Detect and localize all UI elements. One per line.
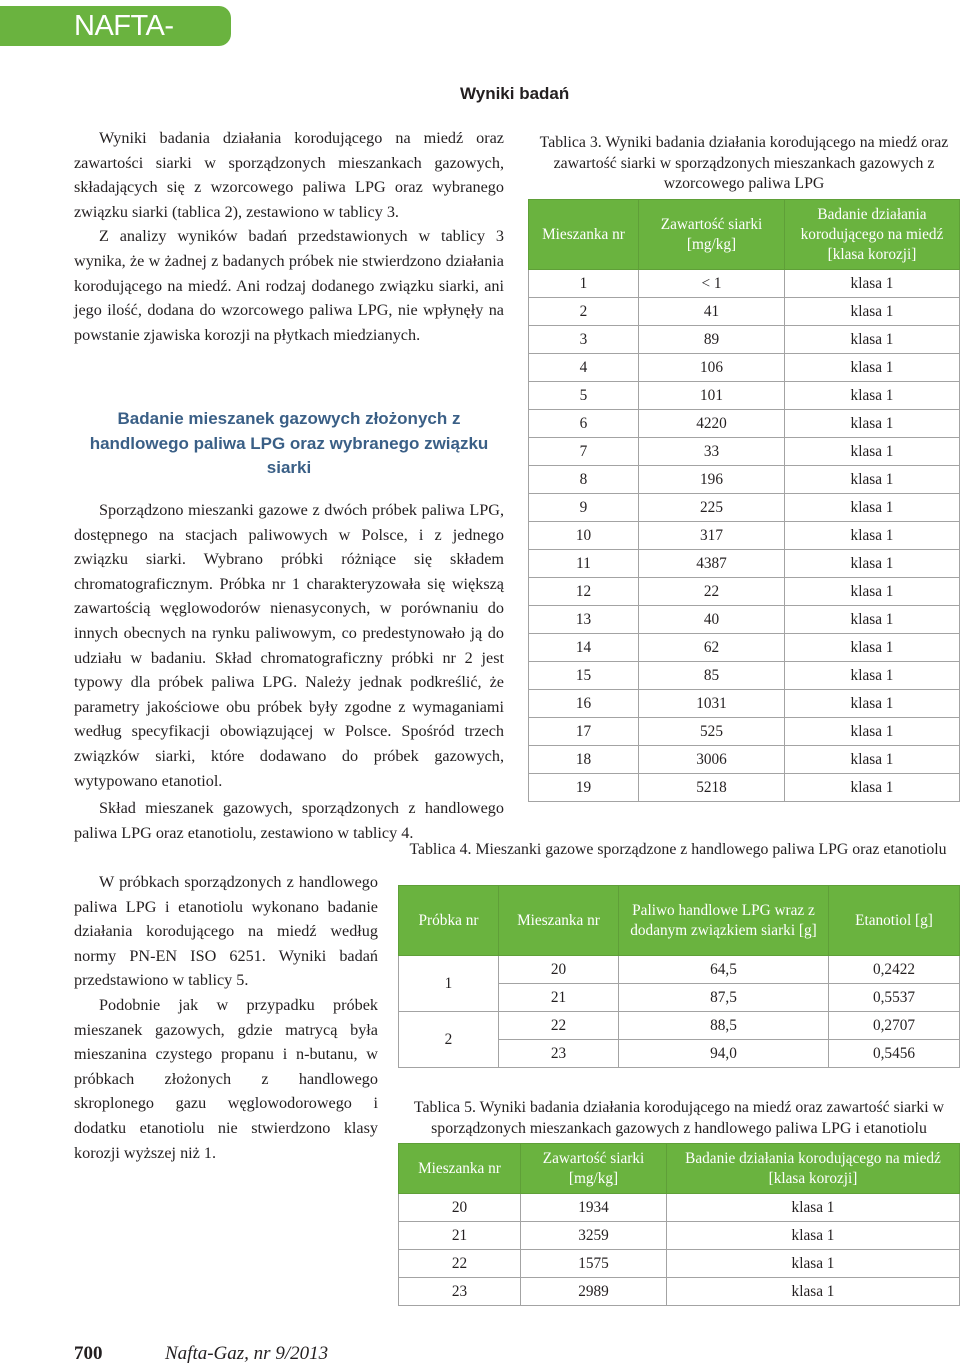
table-cell: 1934 [521, 1194, 667, 1222]
table-cell: 13 [529, 606, 639, 634]
table-3-header-cell: Badanie działania korodującego na miedź [klasa korozji] [785, 200, 960, 270]
table-row [529, 774, 960, 802]
table-3-caption: Tablica 3. Wyniki badania działania korodującego na miedź oraz zawartość siarki w sporządzonych mieszankach gazowych z wzorcowego paliwa LPG [539, 134, 949, 192]
table-3-header-cell: Zawartość siarki [mg/kg] [639, 200, 785, 270]
table-cell: 20 [399, 1194, 521, 1222]
paragraph-2: Z analizy wyników badań przedstawionych w tablicy 3 wynika, że w żadnej z badanych próbek nie stwierdzono działania korodującego na miedź. Ani rodzaj dodanego związku siarki, ani jego ilość, dodana do wzorcowego paliwa LPG, nie wpłynęły na powstanie zjawiska korozji na płytkach miedzianych. [74, 227, 504, 344]
table-cell: 5 [529, 382, 639, 410]
table-cell: klasa 1 [785, 746, 960, 774]
paragraph-4: Skład mieszanek gazowych, sporządzonych z handlowego paliwa LPG oraz etanotiolu, zestawiono w tablicy 4. [74, 799, 504, 842]
journal-title-tab: NAFTA-GAZ [0, 6, 231, 46]
table-row [529, 690, 960, 718]
table-cell: 317 [639, 522, 785, 550]
table-cell: 106 [639, 354, 785, 382]
section-heading: Wyniki badań [460, 84, 570, 103]
table-row [529, 298, 960, 326]
table-cell: 87,5 [619, 984, 829, 1012]
table-cell: klasa 1 [667, 1278, 960, 1306]
table-cell: 7 [529, 438, 639, 466]
table-row [529, 382, 960, 410]
table-cell: 4 [529, 354, 639, 382]
table-cell: klasa 1 [785, 578, 960, 606]
table-row [529, 634, 960, 662]
body-text [74, 498, 504, 793]
table-cell: 3 [529, 326, 639, 354]
table-cell: 0,2422 [829, 956, 960, 984]
table-cell: klasa 1 [785, 774, 960, 802]
table-cell: 14 [529, 634, 639, 662]
table-row [529, 522, 960, 550]
table-cell: 9 [529, 494, 639, 522]
body-text-2 [74, 796, 504, 845]
paragraph-3: Sporządzono mieszanki gazowe z dwóch próbek paliwa LPG, dostępnego na stacjach paliwowych w Polsce, i z jednego związku siarki. Wybrano próbki różniące się składem chromatograficznym. Próbka nr 1 charakteryzowała się większą zawartością węglowodorów nienasyconych, w porównaniu do innych obecnych na rynku paliwowym, co predestynowało ją do udziału w badaniu. Skład chromatograficzny próbki nr 2 jest typowy dla próbek paliwa LPG. Należy jednak podkreślić, że parametry jakościowe obu próbek były zgodne z wymaganiami według specyfikacji obowiązującej w Polsce. Spośród trzech związków siarki, które dodawano do próbek gazowych, wytypowano etanotiol. [74, 501, 504, 790]
table-cell: 40 [639, 606, 785, 634]
table-row [399, 1250, 960, 1278]
table-cell: klasa 1 [785, 298, 960, 326]
table-cell: 1575 [521, 1250, 667, 1278]
table-cell: klasa 1 [785, 270, 960, 298]
table-row [529, 578, 960, 606]
table-cell: 19 [529, 774, 639, 802]
table-cell: 0,5537 [829, 984, 960, 1012]
table-cell: 2 [529, 298, 639, 326]
table-row [529, 354, 960, 382]
table-cell: 101 [639, 382, 785, 410]
table-cell: klasa 1 [785, 522, 960, 550]
page-number: 700 [74, 1343, 103, 1364]
table-5-header-cell: Mieszanka nr [399, 1144, 521, 1194]
table-cell: klasa 1 [785, 718, 960, 746]
table-row [529, 410, 960, 438]
table-cell: 11 [529, 550, 639, 578]
table-cell: 33 [639, 438, 785, 466]
table-cell: 196 [639, 466, 785, 494]
table-cell: klasa 1 [785, 466, 960, 494]
table-cell: 1031 [639, 690, 785, 718]
table-5-caption: Tablica 5. Wyniki badania działania korodującego na miedź oraz zawartość siarki w sporządzonych mieszankach gazowych z handlowego paliwa LPG i etanotiolu [413, 1099, 945, 1137]
table-row [529, 494, 960, 522]
table-cell: 4220 [639, 410, 785, 438]
table-cell: klasa 1 [785, 662, 960, 690]
table-cell: 225 [639, 494, 785, 522]
table-cell: 8 [529, 466, 639, 494]
table-row [529, 606, 960, 634]
table-cell: < 1 [639, 270, 785, 298]
table-4 [398, 885, 960, 1068]
table-cell: 17 [529, 718, 639, 746]
table-cell: 41 [639, 298, 785, 326]
table-row [399, 1194, 960, 1222]
table-4-sample-cell: 2 [399, 1012, 499, 1068]
table-4-sample-cell: 1 [399, 956, 499, 1012]
table-cell: klasa 1 [785, 494, 960, 522]
table-cell: 85 [639, 662, 785, 690]
table-cell: 3259 [521, 1222, 667, 1250]
table-cell: 1 [529, 270, 639, 298]
table-3-body [529, 270, 960, 802]
table-cell: klasa 1 [667, 1194, 960, 1222]
table-5-header-cell: Badanie działania korodującego na miedź [klasa korozji] [667, 1144, 960, 1194]
table-cell: klasa 1 [785, 606, 960, 634]
table-cell: 64,5 [619, 956, 829, 984]
table-row [529, 326, 960, 354]
table-cell: klasa 1 [785, 326, 960, 354]
table-cell: 21 [399, 1222, 521, 1250]
table-row [529, 718, 960, 746]
subsection-heading: Badanie mieszanek gazowych złożonych z handlowego paliwa LPG oraz wybranego związku siarki [89, 409, 489, 477]
table-cell: 12 [529, 578, 639, 606]
table-row [399, 1278, 960, 1306]
table-cell: 16 [529, 690, 639, 718]
table-3-header-cell: Mieszanka nr [529, 200, 639, 270]
table-5-header-cell: Zawartość siarki [mg/kg] [521, 1144, 667, 1194]
table-cell: 23 [499, 1040, 619, 1068]
table-4-header-cell: Paliwo handlowe LPG wraz z dodanym związkiem siarki [g] [619, 886, 829, 956]
table-cell: 0,5456 [829, 1040, 960, 1068]
table-cell: 62 [639, 634, 785, 662]
table-cell: 22 [399, 1250, 521, 1278]
table-row [399, 1012, 960, 1040]
table-row [529, 746, 960, 774]
table-cell: klasa 1 [785, 634, 960, 662]
table-5 [398, 1143, 960, 1306]
table-4-header-cell: Próbka nr [399, 886, 499, 956]
table-cell: 6 [529, 410, 639, 438]
paragraph-1: Wyniki badania działania korodującego na miedź oraz zawartości siarki w sporządzonych mieszankach gazowych, składających się z wzorcowego paliwa LPG oraz wybranego związku siarki (tablica 2), zestawiono w tablicy 3. [74, 129, 504, 221]
table-row [529, 550, 960, 578]
table-row [529, 466, 960, 494]
table-cell: 21 [499, 984, 619, 1012]
table-cell: 10 [529, 522, 639, 550]
table-5-body [399, 1194, 960, 1306]
table-row [529, 662, 960, 690]
table-cell: klasa 1 [785, 690, 960, 718]
table-cell: 5218 [639, 774, 785, 802]
table-cell: klasa 1 [785, 354, 960, 382]
table-cell: 525 [639, 718, 785, 746]
body-text-3 [74, 870, 378, 1165]
table-cell: 15 [529, 662, 639, 690]
paragraph-5: W próbkach sporządzonych z handlowego paliwa LPG i etanotiolu wykonano badanie działania korodującego na miedź według normy PN-EN ISO 6251. Wyniki badań przedstawiono w tablicy 5. [74, 873, 378, 990]
table-cell: 2989 [521, 1278, 667, 1306]
table-cell: klasa 1 [785, 550, 960, 578]
table-cell: 89 [639, 326, 785, 354]
table-4-caption: Tablica 4. Mieszanki gazowe sporządzone z handlowego paliwa LPG oraz etanotiolu [409, 841, 947, 858]
table-4-header-cell: Mieszanka nr [499, 886, 619, 956]
journal-reference: Nafta-Gaz, nr 9/2013 [165, 1343, 329, 1364]
table-cell: 0,2707 [829, 1012, 960, 1040]
table-cell: klasa 1 [785, 410, 960, 438]
paragraph-6: Podobnie jak w przypadku próbek mieszanek gazowych, gdzie matrycą była mieszanina czystego propanu i n-butanu, w próbkach złożonych z handlowego skroplonego gazu węglowodorowego i dodatku etanotiolu nie stwierdzono klasy korozji wyższej niż 1. [74, 995, 378, 1162]
table-row [399, 1222, 960, 1250]
table-cell: 4387 [639, 550, 785, 578]
table-cell: 88,5 [619, 1012, 829, 1040]
table-cell: 22 [639, 578, 785, 606]
table-cell: klasa 1 [667, 1222, 960, 1250]
table-cell: klasa 1 [785, 382, 960, 410]
table-3 [528, 199, 960, 802]
table-cell: 18 [529, 746, 639, 774]
table-4-header-cell: Etanotiol [g] [829, 886, 960, 956]
table-cell: 20 [499, 956, 619, 984]
table-cell: 94,0 [619, 1040, 829, 1068]
table-row [529, 270, 960, 298]
table-cell: 23 [399, 1278, 521, 1306]
table-cell: 22 [499, 1012, 619, 1040]
table-row [529, 438, 960, 466]
table-cell: klasa 1 [785, 438, 960, 466]
table-row [399, 956, 960, 984]
table-cell: 3006 [639, 746, 785, 774]
intro-text [74, 126, 504, 347]
table-cell: klasa 1 [667, 1250, 960, 1278]
